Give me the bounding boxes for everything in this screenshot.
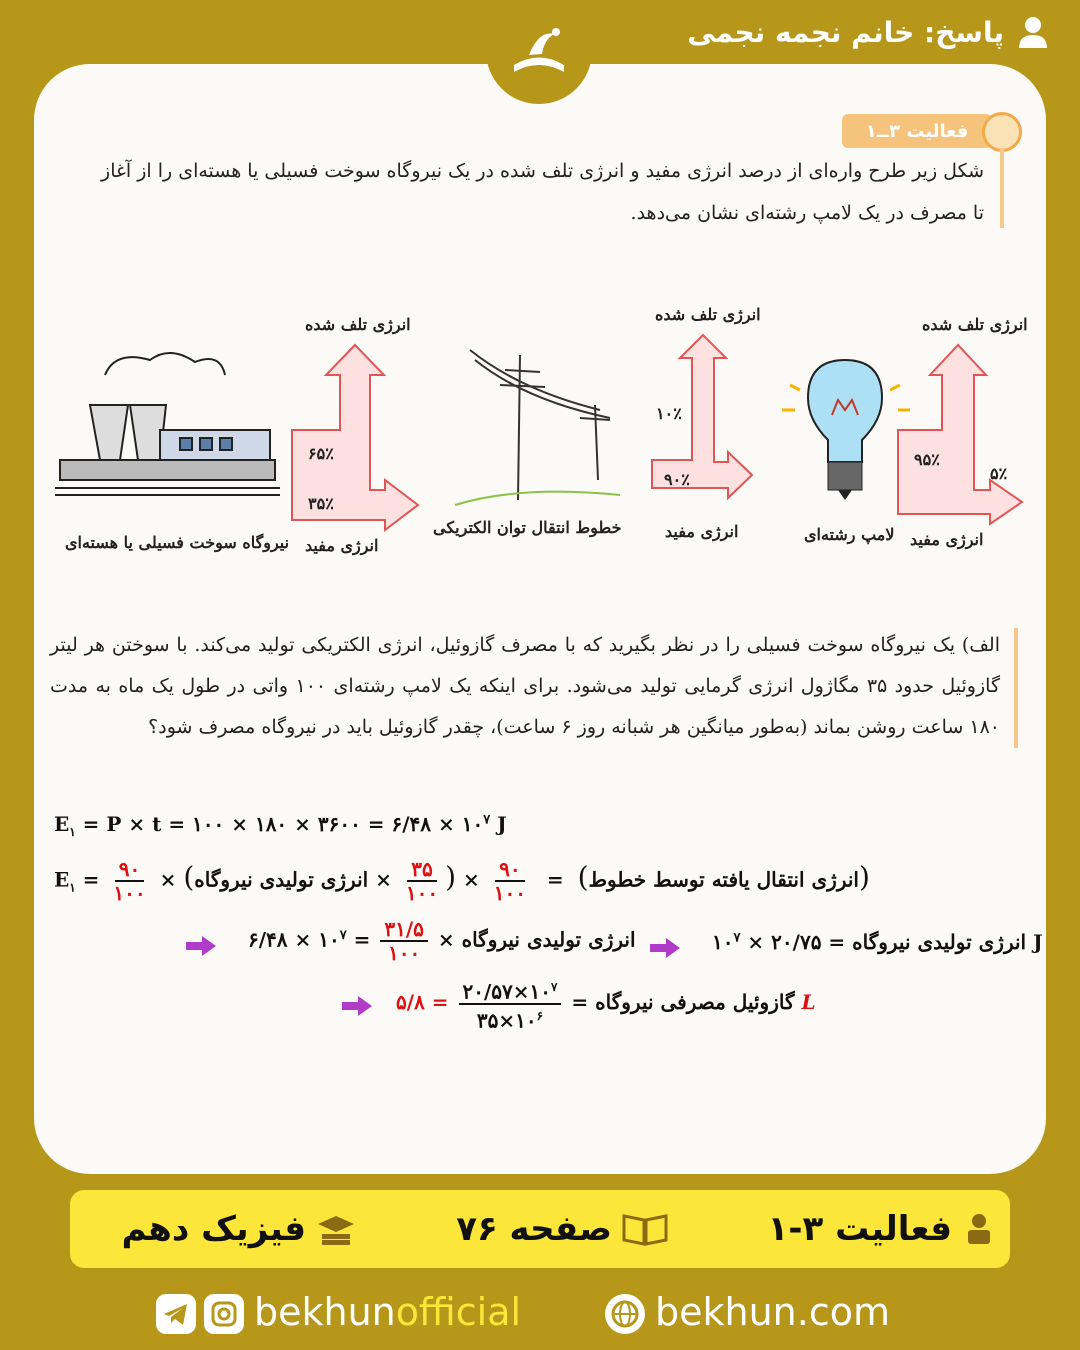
bar-page: صفحه ۷۶ — [456, 1190, 668, 1268]
user-icon — [1016, 15, 1050, 49]
footer — [0, 1290, 1080, 1344]
question-side-line — [1014, 628, 1018, 748]
solution-line-3: ۶/۴۸ × $۱۰^۷$ = $\frac{۳۱/۵}{۱۰۰}$ × انرژی تولیدی نیروگاه — [248, 917, 636, 965]
telegram-icon[interactable] — [156, 1294, 196, 1334]
lamp-arrow — [898, 345, 1022, 524]
frac-90-100-b: $\frac{۹۰}{۱۰۰}$ — [493, 857, 526, 905]
plant-lost-label: انرژی تلف شده — [305, 315, 411, 334]
question-text: الف) یک نیروگاه سوخت فسیلی را در نظر بگیرید که با مصرف گازوئیل، انرژی الکتریکی تولید می‌کند. با سوختن هر لیتر گازوئیل حدود ۳۵ مگاژول انرژی گرمایی تولید می‌شود. برای اینکه یک لامپ رشته‌ای ۱۰۰ واتی در طول یک ماه به مدت ۱۸۰ ساعت روشن بماند (به‌طور میانگین هر شبانه روز ۶ ساعت)، چقدر گازوئیل باید در نیروگاه مصرف شود؟ — [50, 634, 1000, 738]
answer-header — [687, 8, 1050, 56]
website-link[interactable]: bekhun.com — [655, 1290, 890, 1334]
intro-text: شکل زیر طرح واره‌ای از درصد انرژی مفید و انرژی تلف شده در یک نیروگاه سوخت فسیلی یا هسته‌ای را از آغاز تا مصرف در یک لامپ رشته‌ای نشان می‌دهد. — [101, 160, 984, 224]
answer-by-text: پاسخ: خانم نجمه نجمی — [687, 15, 1004, 49]
lines-lost-label: انرژی تلف شده — [655, 305, 761, 324]
power-plant-icon — [55, 353, 280, 495]
lamp-lost-pct: ۹۵٪ — [914, 450, 940, 469]
plant-useful-label: انرژی مفید — [305, 536, 379, 555]
arrow-right-icon — [186, 936, 216, 956]
frac-90-100-a: $\frac{۹۰}{۱۰۰}$ — [113, 857, 146, 905]
lamp-label: لامپ رشته‌ای — [804, 525, 895, 544]
transmission-tower-icon — [455, 350, 620, 505]
info-bar — [70, 1190, 1010, 1268]
solution-line-4: گازوئیل مصرفی نیروگاه = $\frac{۲۰/۵۷\times ۱۰^۷}{۳۵\times ۱۰^۶}$ = ۵/۸ L — [396, 976, 816, 1031]
light-bulb-icon — [782, 360, 910, 500]
book-logo-icon — [504, 20, 574, 90]
instagram-handle[interactable]: bekhunofficial — [254, 1290, 522, 1334]
lamp-useful-pct: ۵٪ — [990, 464, 1008, 483]
arrow-right-icon — [650, 938, 680, 958]
bar-activity: فعالیت ۳-۱ — [768, 1190, 996, 1268]
lines-useful-label: انرژی مفید — [665, 522, 739, 541]
solution-line-1: $E_۱ = P \times t$ = ۱۰۰ × ۱۸۰ × ۳۶۰۰ = ۶/۴۸ × $۱۰^۷$ J — [54, 812, 507, 839]
plant-lost-pct: ۶۵٪ — [308, 444, 334, 463]
solution-line-2: $E_۱$ = $\frac{۹۰}{۱۰۰}$ × ( انرژی انتقال یافته توسط خطوط) = $\frac{۹۰}{۱۰۰}$ × ( $\frac{۳۵}{۱۰۰}$ × انرژی تولیدی نیروگاه ) — [54, 857, 870, 905]
lines-label: خطوط انتقال توان الکتریکی — [433, 518, 622, 537]
arrow-right-icon — [342, 996, 372, 1016]
lamp-useful-label: انرژی مفید — [910, 530, 984, 549]
instagram-icon[interactable] — [204, 1294, 244, 1334]
lines-lost-pct: ۱۰٪ — [656, 404, 682, 423]
activity-tag: فعالیت ۳ــ۱ — [842, 114, 992, 148]
graduation-cap-icon — [316, 1212, 356, 1246]
frac-31-5-100: $\frac{۳۱/۵}{۱۰۰}$ — [380, 918, 428, 964]
frac-gasoil: $\frac{۲۰/۵۷\times ۱۰^۷}{۳۵\times ۱۰^۶}$ — [459, 976, 562, 1031]
solution-line-3b: انرژی تولیدی نیروگاه = ۲۰/۷۵ × $۱۰^۷$ J — [712, 930, 1043, 954]
globe-icon — [605, 1294, 645, 1334]
plant-label: نیروگاه سوخت فسیلی یا هسته‌ای — [65, 533, 290, 552]
lamp-lost-label: انرژی تلف شده — [922, 315, 1028, 334]
intro-side-line — [1000, 148, 1004, 228]
tag-circle-icon — [982, 112, 1022, 152]
plant-useful-pct: ۳۵٪ — [308, 494, 334, 513]
lines-useful-pct: ۹۰٪ — [664, 470, 690, 489]
frac-35-100: $\frac{۳۵}{۱۰۰}$ — [405, 857, 439, 905]
bar-subject: فیزیک دهم — [122, 1190, 356, 1268]
book-icon — [622, 1212, 668, 1246]
teacher-icon — [962, 1212, 996, 1246]
